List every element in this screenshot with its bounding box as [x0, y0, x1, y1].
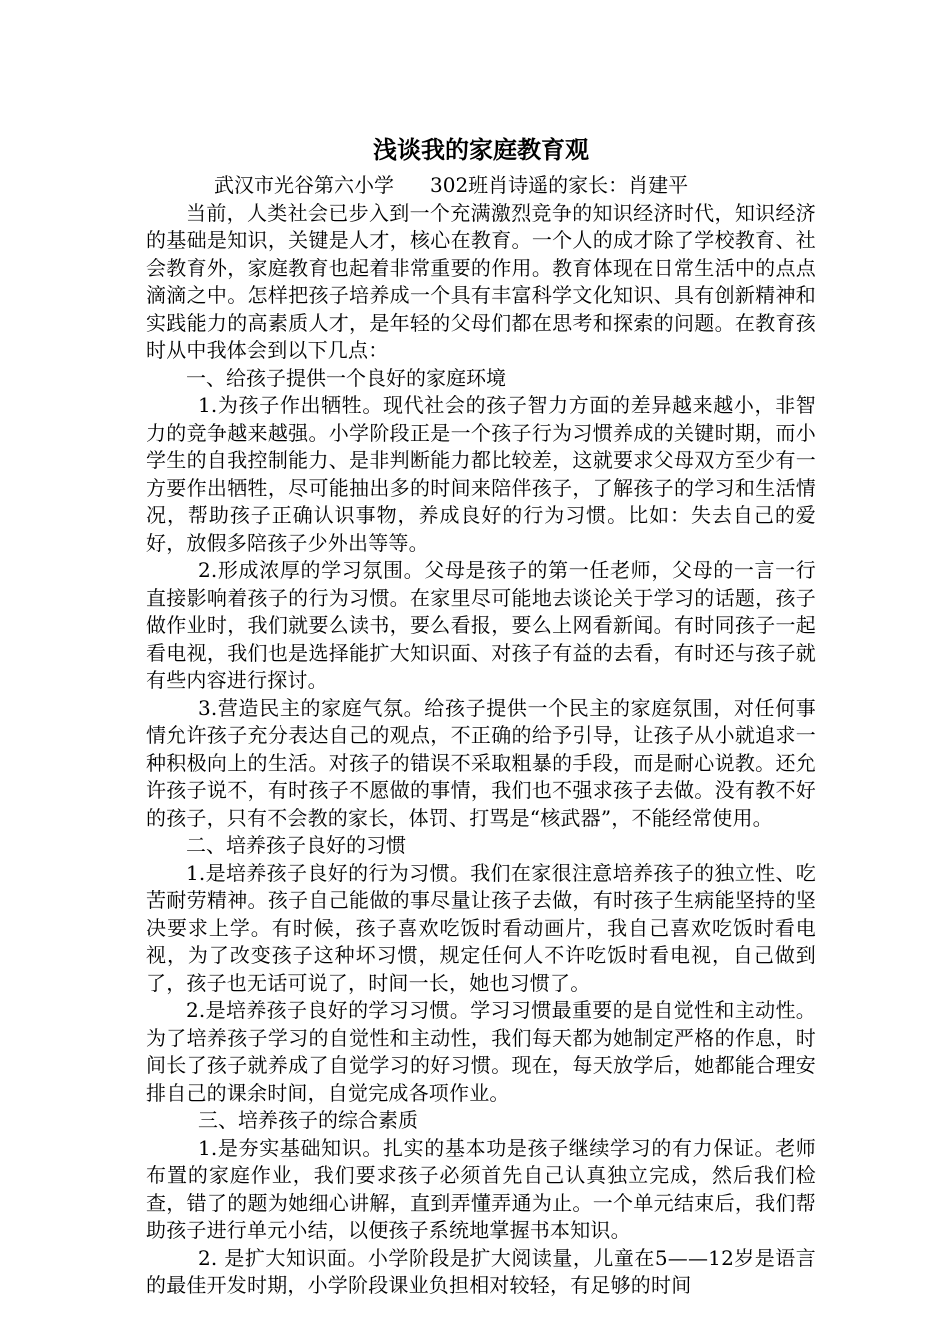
- section-2-heading: 二、培养孩子良好的习惯: [186, 833, 406, 857]
- section-1-paragraph-3: 3.营造民主的家庭气氛。给孩子提供一个民主的家庭氛围，对任何事情允许孩子充分表达自己的观点，不正确的给予引导，让孩子从小就追求一种积极向上的生活。对孩子的错误不采取粗暴的手段，而是耐心说教。还允许孩子说不，有时孩子不愿做的事情，我们也不强求孩子去做。没有教不好的孩子，只有不会教的家长，体罚、打骂是“核武器”，不能经常使用。: [146, 695, 816, 830]
- author-name: 302班肖诗遥的家长：肖建平: [430, 173, 689, 197]
- section-2-paragraph-1: 1.是培养孩子良好的行为习惯。我们在家很注意培养孩子的独立性、吃苦耐劳精神。孩子自己能做的事尽量让孩子去做，有时孩子生病能坚持的坚决要求上学。有时候，孩子喜欢吃饭时看动画片，我自己喜欢吃饭时看电视，为了改变孩子这种坏习惯，规定任何人不许吃饭时看电视，自己做到了，孩子也无话可说了，时间一长，她也习惯了。: [146, 860, 816, 995]
- section-3-heading: 三、培养孩子的综合素质: [198, 1108, 418, 1132]
- section-1-heading: 一、给孩子提供一个良好的家庭环境: [186, 365, 506, 390]
- section-1-paragraph-1: 1.为孩子作出牺牲。现代社会的孩子智力方面的差异越来越小，非智力的竞争越来越强。小学阶段正是一个孩子行为习惯养成的关键时期，而小学生的自我控制能力、是非判断能力都比较差，这就要求父母双方至少有一方要作出牺牲，尽可能抽出多的时间来陪伴孩子，了解孩子的学习和生活情况，帮助孩子正确认识事物，养成良好的行为习惯。比如：失去自己的爱好，放假多陪孩子少外出等等。: [146, 393, 816, 555]
- section-3-paragraph-1: 1.是夯实基础知识。扎实的基本功是孩子继续学习的有力保证。老师布置的家庭作业，我们要求孩子必须首先自己认真独立完成，然后我们检查，错了的题为她细心讲解，直到弄懂弄通为止。一个单元结束后，我们帮助孩子进行单元小结，以便孩子系统地掌握书本知识。: [146, 1135, 816, 1242]
- intro-paragraph: 当前，人类社会已步入到一个充满激烈竞争的知识经济时代，知识经济的基础是知识，关键是人才，核心在教育。一个人的成才除了学校教育、社会教育外，家庭教育也起着非常重要的作用。教育体现在日常生活中的点点滴滴之中。怎样把孩子培养成一个具有丰富科学文化知识、具有创新精神和实践能力的高素质人才，是年轻的父母们都在思考和探索的问题。在教育孩时从中我体会到以下几点：: [146, 200, 816, 362]
- author-line: [146, 172, 816, 200]
- section-3-paragraph-2: 2. 是扩大知识面。小学阶段是扩大阅读量，儿童在5——12岁是语言的最佳开发时期，小学阶段课业负担相对较轻，有足够的时间: [146, 1245, 816, 1297]
- document-title: 浅谈我的家庭教育观: [373, 135, 589, 164]
- section-2-paragraph-2: 2.是培养孩子良好的学习习惯。学习习惯最重要的是自觉性和主动性。为了培养孩子学习的自觉性和主动性，我们每天都为她制定严格的作息，时间长了孩子就养成了自觉学习的好习惯。现在，每天放学后，她都能合理安排自己的课余时间，自觉完成各项作业。: [146, 998, 816, 1105]
- section-1-paragraph-2: 2.形成浓厚的学习氛围。父母是孩子的第一任老师，父母的一言一行直接影响着孩子的行为习惯。在家里尽可能地去谈论关于学习的话题，孩子做作业时，我们就要么读书，要么看报，要么上网看新闻。有时同孩子一起看电视，我们也是选择能扩大知识面、对孩子有益的去看，有时还与孩子就有些内容进行探讨。: [146, 558, 816, 692]
- author-school: 武汉市光谷第六小学: [214, 173, 394, 197]
- document-page: [146, 132, 816, 1300]
